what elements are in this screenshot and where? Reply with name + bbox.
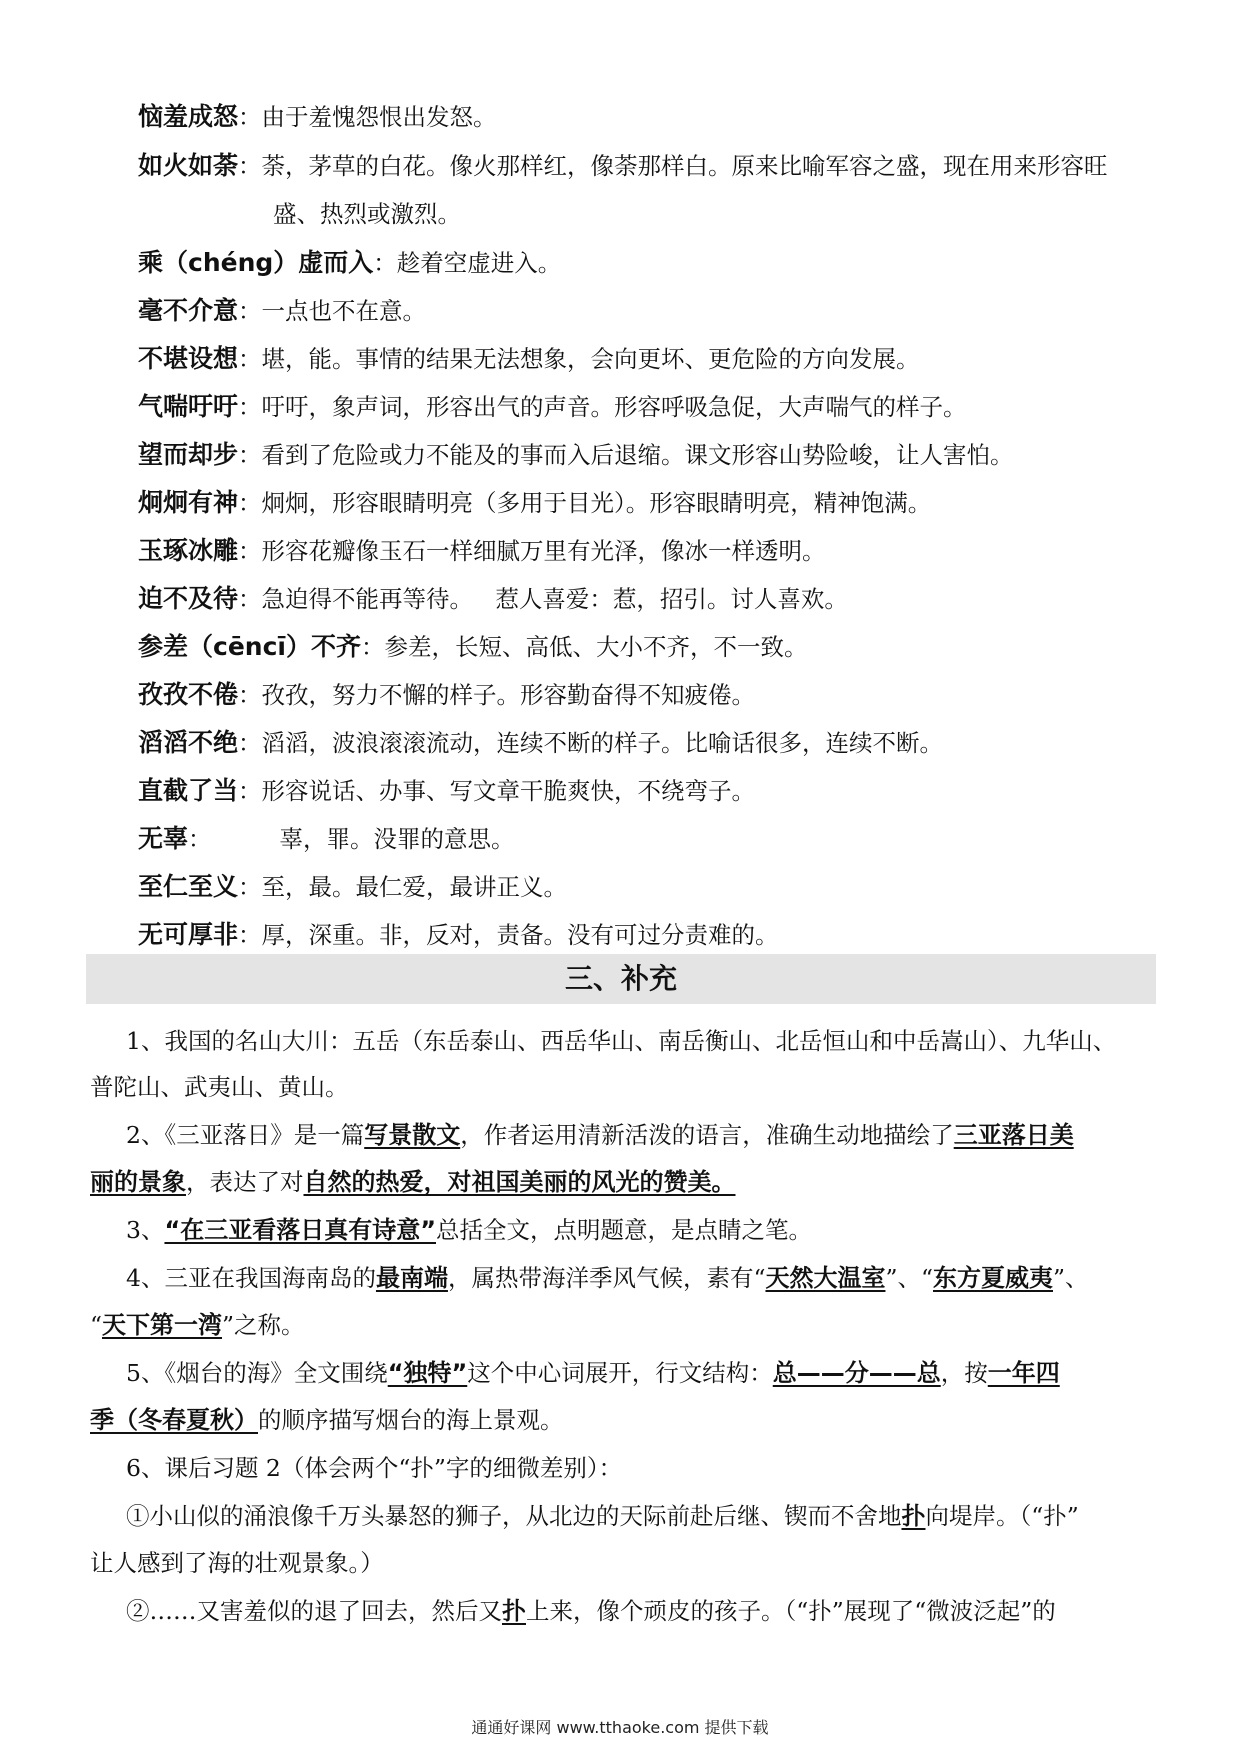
- idiom-definition: 一点也不在意。: [261, 297, 427, 325]
- idiom-term: 玉琢冰雕: [138, 536, 239, 565]
- idiom-entry: [138, 824, 1158, 854]
- idiom-entry: [138, 632, 1158, 662]
- paragraph-line: 让人感到了海的壮观景象。）: [90, 1549, 384, 1577]
- paragraph-line: [126, 1596, 1190, 1626]
- paragraph-line: [126, 1215, 1190, 1245]
- idiom-definition: 辜，罪。没罪的意思。: [279, 825, 515, 853]
- paragraph-line: [126, 1358, 1190, 1388]
- idiom-entry: [138, 392, 1158, 422]
- idiom-entry: [138, 680, 1158, 710]
- highlight-text: 天然大温室: [765, 1264, 886, 1292]
- idiom-term: 滔滔不绝: [138, 728, 239, 757]
- text-run: ，属热带海洋季风气候，素有“: [447, 1264, 766, 1292]
- separator: ：: [238, 873, 262, 901]
- idiom-definition: 参差，长短、高低、大小不齐，不一致。: [384, 633, 808, 661]
- idiom-definition: 滔滔，波浪滚滚流动，连续不断的样子。比喻话很多，连续不断。: [261, 729, 944, 757]
- text-run: ①小山似的涌浪像千万头暴怒的狮子，从北边的天际前赴后继、锲而不舍地: [126, 1502, 902, 1530]
- idiom-definition: 形容花瓣像玉石一样细腻万里有光泽，像冰一样透明。: [261, 537, 826, 565]
- idiom-term: 参差（cēncī）不齐: [138, 632, 361, 661]
- paragraph-line: [90, 1167, 1154, 1197]
- section-banner: [86, 954, 1156, 1004]
- idiom-term: 望而却步: [138, 440, 239, 469]
- idiom-entry: [138, 728, 1158, 758]
- idiom-term: 直截了当: [138, 776, 239, 805]
- highlight-text: “在三亚看落日真有诗意”: [164, 1216, 436, 1244]
- idiom-term: 乘（chéng）虚而入: [138, 248, 374, 277]
- idiom-definition: 孜孜，努力不懈的样子。形容勤奋得不知疲倦。: [261, 681, 756, 709]
- paragraph-line: 1、我国的名山大川：五岳（东岳泰山、西岳华山、南岳衡山、北岳恒山和中岳嵩山）、九华山、: [126, 1027, 1117, 1055]
- idiom-definition: 堪，能。事情的结果无法想象，会向更坏、更危险的方向发展。: [261, 345, 920, 373]
- separator: ：: [238, 729, 262, 757]
- separator: ：: [238, 345, 262, 373]
- idiom-definition: 趁着空虚进入。: [396, 249, 562, 277]
- text-run: 上来，像个顽皮的孩子。（“扑”展现了“微波泛起”的: [526, 1597, 1056, 1625]
- highlight-text: 写景散文: [364, 1121, 461, 1149]
- idiom-term: 气喘吁吁: [138, 392, 239, 421]
- idiom-entry: [138, 536, 1158, 566]
- idiom-entry: [138, 872, 1158, 902]
- highlight-text: 天下第一湾: [102, 1311, 223, 1339]
- page-footer: 通通好课网 www.tthaoke.com 提供下载: [471, 1718, 769, 1737]
- idiom-term: 不堪设想: [138, 344, 239, 373]
- idiom-definition: 至，最。最仁爱，最讲正义。: [261, 873, 568, 901]
- paragraph-line: [126, 1501, 1190, 1531]
- idiom-definition: 厚，深重。非，反对，责备。没有可过分责难的。: [261, 921, 779, 949]
- idiom-term: 至仁至义: [138, 872, 239, 901]
- idiom-term: 迫不及待: [138, 584, 239, 613]
- text-run: ”、“: [885, 1264, 933, 1292]
- separator: ：: [188, 825, 212, 853]
- idiom-entry: [138, 584, 1158, 614]
- highlight-text: 总——分——总: [772, 1359, 941, 1387]
- highlight-text: 一年四: [987, 1359, 1060, 1387]
- idiom-term: 无辜: [138, 824, 189, 853]
- text-run: 的顺序描写烟台的海上景观。: [258, 1406, 564, 1434]
- idiom-definition: 炯炯，形容眼睛明亮（多用于目光）。形容眼睛明亮，精神饱满。: [261, 489, 932, 517]
- text-run: ”、: [1053, 1264, 1089, 1292]
- highlight-text: 东方夏威夷: [933, 1264, 1053, 1292]
- text-run: ，作者运用清新活泼的语言，准确生动地描绘了: [460, 1121, 954, 1149]
- idiom-entry: [138, 440, 1158, 470]
- highlight-text: 最南端: [375, 1264, 448, 1292]
- idiom-definition: 由于羞愧怨恨出发怒。: [261, 103, 497, 131]
- separator: ：: [360, 633, 385, 661]
- highlight-text: 丽的景象: [90, 1168, 186, 1196]
- paragraph-line: 6、课后习题 2（体会两个“扑”字的细微差别）：: [126, 1454, 623, 1482]
- text-run: ”之称。: [222, 1311, 305, 1339]
- idiom-term: 炯炯有神: [138, 488, 239, 517]
- idiom-entry: [138, 102, 1158, 132]
- idiom-entry: [138, 776, 1158, 806]
- idiom-entry: [138, 920, 1158, 950]
- separator: ：: [238, 537, 262, 565]
- separator: ：: [238, 489, 262, 517]
- highlight-text: 三亚落日美: [953, 1121, 1074, 1149]
- separator: ：: [238, 152, 262, 180]
- separator: ：: [373, 249, 397, 277]
- text-run: 这个中心词展开，行文结构：: [467, 1359, 773, 1387]
- separator: ：: [238, 921, 262, 949]
- separator: ：: [238, 297, 262, 325]
- separator: ：: [238, 103, 262, 131]
- idiom-term: 恼羞成怒: [138, 102, 239, 131]
- text-run: ，按: [940, 1359, 988, 1387]
- paragraph-line: [126, 1120, 1190, 1150]
- highlight-text: “独特”: [387, 1359, 468, 1387]
- highlight-text: 自然的热爱，对祖国美丽的风光的赞美。: [303, 1168, 736, 1196]
- paragraph-line: [90, 1310, 1154, 1340]
- separator: ：: [238, 441, 262, 469]
- text-run: 向堤岸。（“扑”: [925, 1502, 1079, 1530]
- idiom-definition: 荼，茅草的白花。像火那样红，像荼那样白。原来比喻军容之盛，现在用来形容旺: [261, 152, 1108, 180]
- text-run: 3、: [126, 1216, 165, 1244]
- idiom-term: 无可厚非: [138, 920, 239, 949]
- idiom-entry: [138, 248, 1158, 278]
- paragraph-line: [90, 1405, 1154, 1435]
- idiom-definition: 形容说话、办事、写文章干脆爽快，不绕弯子。: [261, 777, 756, 805]
- section-title: 三、补充: [564, 962, 677, 995]
- highlight-text: 扑: [502, 1597, 526, 1625]
- text-run: ，表达了对: [186, 1168, 304, 1196]
- idiom-term: 毫不介意: [138, 296, 239, 325]
- idiom-term: 孜孜不倦: [138, 680, 239, 709]
- text-run: 总括全文，点明题意，是点睛之笔。: [436, 1216, 812, 1244]
- text-run: 2、《三亚落日》是一篇: [126, 1121, 365, 1149]
- separator: ：: [238, 585, 262, 613]
- separator: ：: [238, 681, 262, 709]
- idiom-definition: 急迫得不能再等待。 惹人喜爱：惹，招引。讨人喜欢。: [261, 585, 848, 613]
- idiom-definition: 吁吁，象声词，形容出气的声音。形容呼吸急促，大声喘气的样子。: [261, 393, 967, 421]
- idiom-entry: [138, 344, 1158, 374]
- text-run: 4、三亚在我国海南岛的: [126, 1264, 376, 1292]
- highlight-text: 扑: [901, 1502, 926, 1530]
- idiom-definition-continued: 盛、热烈或激烈。: [273, 200, 461, 228]
- idiom-entry: [138, 488, 1158, 518]
- separator: ：: [238, 777, 262, 805]
- idiom-entry: [138, 151, 1158, 181]
- paragraph-line: 普陀山、武夷山、黄山。: [90, 1073, 349, 1101]
- idiom-definition: 看到了危险或力不能及的事而入后退缩。课文形容山势险峻，让人害怕。: [261, 441, 1014, 469]
- text-run: 5、《烟台的海》全文围绕: [126, 1359, 388, 1387]
- idiom-entry: [138, 296, 1158, 326]
- idiom-term: 如火如荼: [138, 151, 239, 180]
- separator: ：: [238, 393, 262, 421]
- paragraph-line: [126, 1263, 1190, 1293]
- text-run: ②……又害羞似的退了回去，然后又: [126, 1597, 502, 1625]
- highlight-text: 季（冬春夏秋）: [90, 1406, 258, 1434]
- text-run: “: [90, 1311, 103, 1339]
